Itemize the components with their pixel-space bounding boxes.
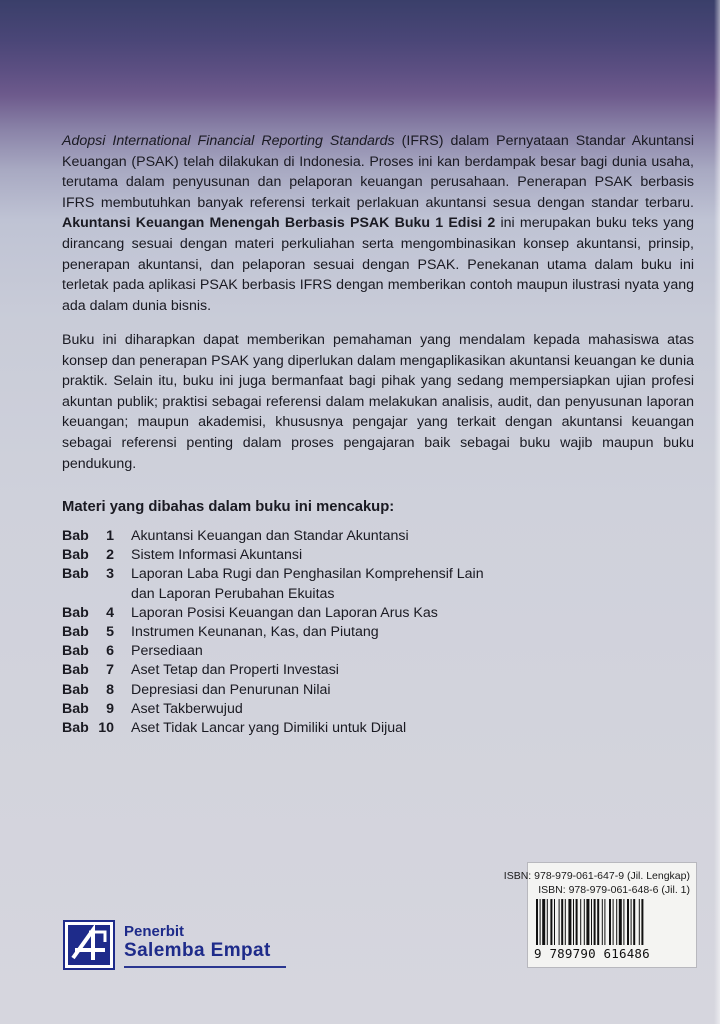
chapter-list: [62, 527, 622, 738]
bab-label: Bab: [62, 604, 89, 621]
description-paragraph-1: [62, 131, 694, 316]
chapter-title: Aset Takberwujud: [131, 700, 243, 717]
bab-number: 6: [106, 643, 114, 660]
paragraph-1-text-b: ini merupakan buku teks yang dirancang sesuai dengan materi perkuliahan serta mengombinasikan konsep akuntansi, prinsip, penerapan akuntansi, dan pelaporan sesuai dengan PSAK. Penekanan utama dalam buku ini terletak pada aplikasi PSAK berbasis IFRS dengan memberikan contoh maupun ilustrasi nyata yang ada dalam dunia bisnis.: [62, 215, 694, 314]
chapter-title-continued: dan Laporan Perubahan Ekuitas: [131, 585, 335, 602]
chapter-row: [62, 681, 622, 700]
bab-number: 5: [106, 624, 114, 641]
chapter-row: [62, 565, 622, 603]
chapter-title: Sistem Informasi Akuntansi: [131, 547, 303, 564]
bab-label: Bab: [62, 624, 89, 641]
book-title-bold: Akuntansi Keuangan Menengah Berbasis PSAK Buku 1 Edisi 2: [62, 215, 496, 232]
bab-label: Bab: [62, 643, 89, 660]
bab-label: Bab: [62, 528, 89, 544]
isbn-complete-set: ISBN: 978-979-061-647-9 (Jil. Lengkap): [503, 870, 690, 882]
isbn-barcode-box: [503, 862, 697, 968]
chapter-row: [62, 604, 622, 623]
chapter-title: Laporan Posisi Keuangan dan Laporan Arus Kas: [131, 604, 438, 621]
chapter-title: Aset Tetap dan Properti Investasi: [131, 662, 339, 679]
publisher-label: Penerbit: [124, 923, 185, 940]
chapter-title: Akuntansi Keuangan dan Standar Akuntansi: [131, 528, 409, 544]
salemba-empat-logo-icon: [63, 920, 115, 970]
chapter-title: Laporan Laba Rugi dan Penghasilan Komprehensif Lain: [131, 566, 484, 583]
bab-number: 3: [106, 566, 114, 583]
chapter-row: [62, 546, 622, 565]
description-paragraph-2: Buku ini diharapkan dapat memberikan pemahaman yang mendalam kepada mahasiswa atas konsep dan penerapan PSAK yang diperlukan dalam mengaplikasikan akuntansi keuangan ke dunia praktik. Selain itu, buku ini juga bermanfaat bagi pihak yang sedang mempersiapkan ujian profesi akuntan publik; praktisi sebagai referensi dalam melakukan analisis, audit, dan penyusunan laporan keuangan; maupun akademisi, khususnya pengajar yang terkait dengan akuntansi keuangan sebagai referensi penting dalam proses pengajaran baik sebagai buku wajib maupun buku pendukung.: [62, 332, 694, 472]
barcode-icon: [536, 899, 688, 947]
bab-label: Bab: [62, 720, 89, 737]
bab-number: 9: [106, 700, 114, 717]
materi-heading: Materi yang dibahas dalam buku ini mencakup:: [62, 499, 395, 515]
ifrs-italic-text: Adopsi International Financial Reporting Standards: [62, 133, 395, 149]
bab-number: 4: [106, 604, 114, 621]
bab-number: 1: [106, 528, 114, 544]
publisher-brand: Salemba Empat: [124, 940, 271, 961]
bab-number: 8: [106, 681, 114, 698]
publisher-underline: [124, 966, 286, 968]
chapter-title: Depresiasi dan Penurunan Nilai: [131, 681, 331, 698]
paragraph-1-text-a: (IFRS) dalam Pernyataan Standar Akuntansi Keuangan (PSAK) telah dilakukan di Indonesia. Proses ini kan berdampak besar bagi dunia usaha, terutama dalam penyusunan dan pelaporan keuangan perusahaan. Penerapan PSAK berbasis IFRS membutuhkan banyak referensi terkait perlakuan akuntansi sesua dengan standar terbaru.: [62, 133, 694, 211]
bab-number: 7: [106, 662, 114, 679]
chapter-row: [62, 719, 622, 738]
chapter-row: [62, 661, 622, 680]
page-edge: [714, 0, 720, 1024]
bab-label: Bab: [62, 662, 89, 679]
chapter-title: Aset Tidak Lancar yang Dimiliki untuk Dijual: [131, 720, 407, 737]
bab-label: Bab: [62, 681, 89, 698]
chapter-row: [62, 623, 622, 642]
chapter-row: [62, 700, 622, 719]
bab-number: 10: [98, 720, 114, 737]
isbn-volume-1: ISBN: 978-979-061-648-6 (Jil. 1): [538, 884, 690, 896]
publisher-name: [124, 924, 271, 962]
chapter-title: Instrumen Keunanan, Kas, dan Piutang: [131, 624, 379, 641]
bab-label: Bab: [62, 700, 89, 717]
bab-number: 2: [106, 547, 114, 564]
barcode-digits: 9 789790 616486: [534, 946, 650, 961]
chapter-row: [62, 527, 622, 546]
bab-label: Bab: [62, 566, 89, 583]
chapter-row: [62, 642, 622, 661]
chapter-title: Persediaan: [131, 643, 203, 660]
bab-label: Bab: [62, 547, 89, 564]
